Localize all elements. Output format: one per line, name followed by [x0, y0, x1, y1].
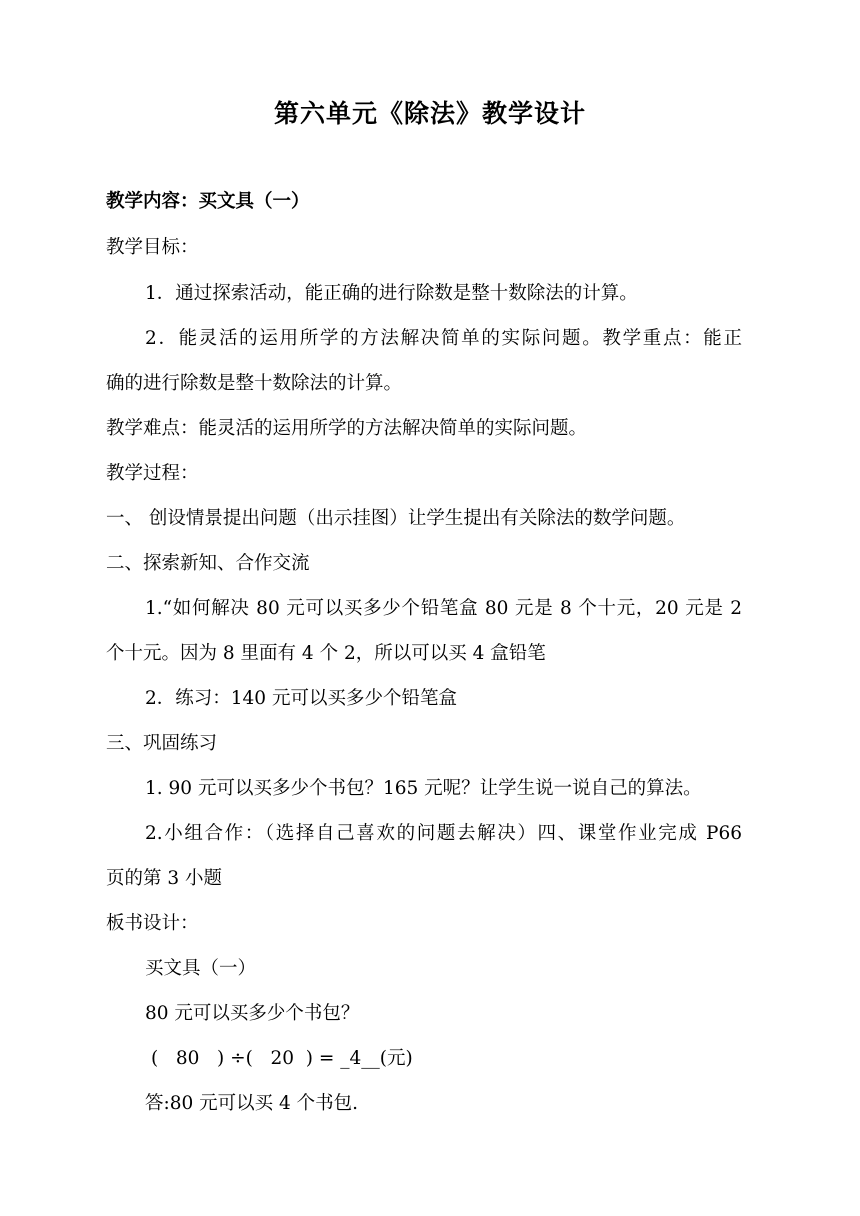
objective-2-line-1: 2．能灵活的运用所学的方法解决简单的实际问题。教学重点：能正 — [145, 328, 742, 349]
document-title: 第六单元《除法》教学设计 — [273, 99, 586, 128]
step-3-heading: 三、巩固练习 — [106, 733, 218, 754]
step-2-item-1-line-2: 个十元。因为 8 里面有 4 个 2，所以可以买 4 盒铅笔 — [106, 643, 546, 664]
step-3-item-2-line-2: 页的第 3 小题 — [106, 868, 223, 889]
content-heading: 教学内容：买文具（一） — [106, 191, 310, 212]
step-3-item-1: 1. 90 元可以买多少个书包？165 元呢？让学生说一说自己的算法。 — [145, 778, 702, 799]
objective-1: 1．通过探索活动，能正确的进行除数是整十数除法的计算。 — [145, 283, 638, 304]
step-2-item-1-line-1: 1.“如何解决 80 元可以买多少个铅笔盒 80 元是 8 个十元，20 元是 2 — [145, 598, 742, 619]
step-2-heading: 二、探索新知、合作交流 — [106, 553, 310, 574]
board-answer: 答:80 元可以买 4 个书包. — [145, 1093, 359, 1114]
board-title: 买文具（一） — [145, 958, 257, 979]
objective-2-line-2: 确的进行除数是整十数除法的计算。 — [106, 373, 403, 394]
step-1: 一、 创设情景提出问题（出示挂图）让学生提出有关除法的数学问题。 — [106, 508, 686, 529]
objectives-label: 教学目标： — [106, 237, 199, 258]
step-2-item-2: 2．练习：140 元可以买多少个铅笔盒 — [145, 688, 457, 709]
teaching-difficulty: 教学难点：能灵活的运用所学的方法解决简单的实际问题。 — [106, 418, 588, 439]
board-equation: ( 80 ) ÷( 20 ) = _4__(元) — [151, 1048, 413, 1069]
step-3-item-2-line-1: 2.小组合作：（选择自己喜欢的问题去解决）四、课堂作业完成 P66 — [145, 823, 742, 844]
board-label: 板书设计： — [106, 913, 199, 934]
board-question: 80 元可以买多少个书包？ — [145, 1003, 360, 1024]
process-label: 教学过程： — [106, 463, 199, 484]
